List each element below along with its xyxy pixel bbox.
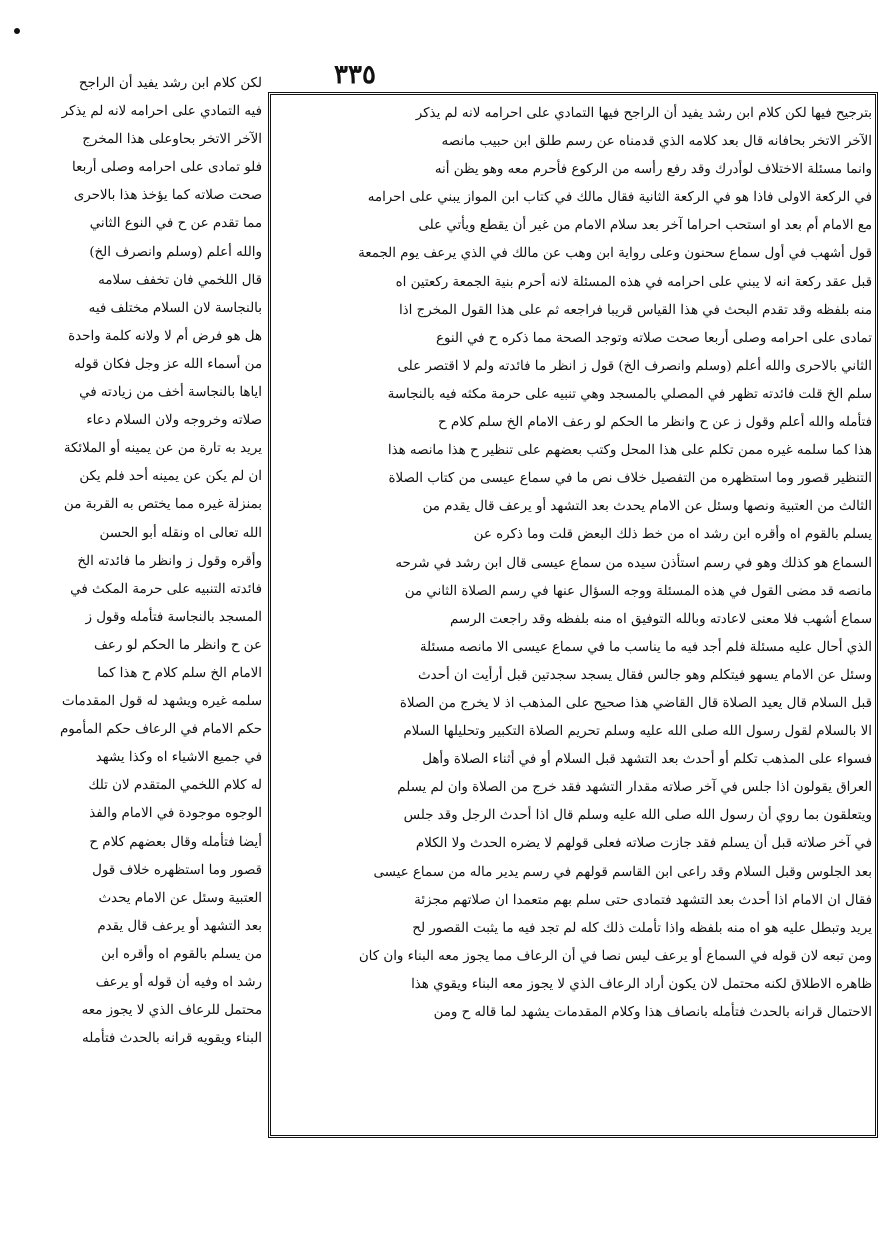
page-number: ٣٣٥ bbox=[334, 60, 376, 90]
margin-text-line: فيه التمادي على احرامه لانه لم يذكر bbox=[61, 104, 262, 120]
main-text-line: سلم الخ قلت فائدته تظهر في المصلي بالمسجد وهي تنبيه على حرمة مكثه فيه بالنجاسة bbox=[387, 386, 872, 402]
main-text-line: ظاهره الاطلاق لكنه محتمل لان يكون أراد الرعاف الذي لا يجوز معه البناء ويقوي هذا bbox=[411, 976, 872, 992]
main-text-line: قول أشهب في أول سماع سحنون وعلى رواية ابن وهب عن مالك في الذي يرعف يوم الجمعة bbox=[358, 246, 872, 262]
margin-text-line: قال اللخمي فان تخفف سلامه bbox=[98, 272, 262, 288]
main-text-line: الثالث من العتبية ونصها وسئل عن الامام يحدث بعد التشهد أو يرعف قال يقدم من bbox=[422, 499, 872, 515]
main-text-line: يسلم بالقوم اه وأقره ابن رشد اه من خط ذلك البعض قلت وما ذكره عن bbox=[473, 527, 872, 543]
main-text-line: قبل السلام قال يعيد الصلاة قال القاضي هذا صحيح على المذهب اذ لا يخرج من الصلاة bbox=[399, 695, 872, 711]
margin-text-line: الوجوه موجودة في الامام والفذ bbox=[89, 806, 262, 822]
margin-text-line: وأقره وقول ز وانظر ما فائدته الخ bbox=[77, 553, 262, 569]
margin-text-line: هل هو فرض أم لا ولانه كلمة واحدة bbox=[68, 328, 262, 344]
main-text-line: فقال ان الامام اذا أحدث بعد التشهد فتمادى حتى سلم بهم متعمدا ان صلاتهم مجزئة bbox=[414, 892, 872, 908]
main-text-line: الآخر الاتخر بحافانه قال بعد كلامه الذي قدمناه عن رسم طلق ابن حبيب مانصه bbox=[441, 134, 872, 150]
margin-text-line: صحت صلاته كما يؤخذ هذا بالاحرى bbox=[73, 188, 262, 204]
main-text-line: وانما مسئلة الاختلاف لوأدرك وقد رفع رأسه من الركوع فأحرم معه وهو يظن أنه bbox=[434, 162, 872, 178]
margin-text-line: الآخر الاتخر بحاوعلى هذا المخرج bbox=[82, 132, 262, 148]
main-text-line: السماع هو كذلك وهو في رسم استأذن سيده من سماع عيسى قال ابن رشد في شرحه bbox=[395, 555, 872, 571]
margin-text-line: أيضا فتأمله وقال بعضهم كلام ح bbox=[89, 834, 262, 850]
main-text-line: سماع أشهب فلا معنى لاعادته وبالله التوفيق اه منه بلفظه وقد راجعت الرسم bbox=[449, 611, 872, 627]
main-text-line: بترجيح فيها لكن كلام ابن رشد يفيد أن الراجح فيها التمادي على احرامه لانه لم يذكر bbox=[415, 106, 872, 121]
margin-text-line: الامام الخ سلم كلام ح هذا كما bbox=[97, 665, 262, 681]
main-text-line: في الركعة الاولى فاذا هو في الركعة الثانية فقال مالك في كتاب ابن المواز يبني على احرامه bbox=[367, 190, 872, 206]
margin-text-line: ان لم يكن عن يمينه أحد فلم يكن bbox=[79, 469, 262, 485]
margin-text-line: بعد التشهد أو يرعف قال يقدم bbox=[97, 918, 262, 934]
main-text-line: في آخر صلاته قبل أن يسلم فقد جازت صلاته فعلى قولهم لا يضره الحدث ولا الكلام bbox=[415, 836, 872, 852]
main-text-line: الثاني بالاحرى والله أعلم (وسلم وانصرف الخ) قول ز انظر ما فائدته ولم لا اقتصر على bbox=[397, 358, 872, 374]
main-text-line: تمادى على احرامه وصلى أربعا صحت صلاته وتوجد الصحة مما ذكره ح في النوع bbox=[435, 330, 872, 346]
main-text-line: الا بالسلام لقول رسول الله صلى الله عليه وسلم تحريم الصلاة التكبير وتحليلها السلام bbox=[403, 724, 872, 740]
main-text-block bbox=[278, 100, 872, 1130]
margin-text-line: حكم الامام في الرعاف حكم المأموم bbox=[59, 722, 262, 738]
main-text-line: الذي أحال عليه مسئلة فلم أجد فيه ما يناسب ما في سماع عيسى الا مانصه مسئلة bbox=[419, 639, 872, 655]
main-text-line: هذا كما سلمه غيره ممن تكلم على هذا المحل وكتب بعضهم على تنظير ح هذا مانصه هذا bbox=[387, 443, 872, 459]
margin-text-line: اياها بالنجاسة أخف من زيادته في bbox=[79, 385, 262, 401]
margin-commentary-block bbox=[32, 70, 262, 1150]
main-text-line: بعد الجلوس وقبل السلام وقد راعى ابن القاسم قولهم في رسم يدير ماله من سماع عيسى bbox=[373, 864, 872, 880]
margin-text-line: له كلام اللخمي المتقدم لان تلك bbox=[88, 778, 262, 794]
margin-text-line: يريد به تارة من عن يمينه أو الملائكة bbox=[63, 441, 262, 457]
margin-text-line: العتبية وسئل عن الامام يحدث bbox=[98, 890, 262, 906]
margin-text-line: عن ح وانظر ما الحكم لو رعف bbox=[94, 637, 262, 653]
margin-text-line: رشد اه وفيه أن قوله أو يرعف bbox=[95, 975, 262, 990]
margin-text-line: مما تقدم عن ح في النوع الثاني bbox=[89, 216, 262, 232]
margin-text-line: فلو تمادى على احرامه وصلى أربعا bbox=[72, 160, 262, 176]
margin-text-line: من يسلم بالقوم اه وأقره ابن bbox=[101, 946, 262, 962]
main-text-line: الاحتمال قرانه بالحدث فتأمله بانصاف هذا وكلام المقدمات يشهد لما قاله ح ومن bbox=[433, 1005, 872, 1020]
main-text-line: ومن تبعه لان قوله في السماع أو يرعف ليس نصا في أن الرعاف مما يجوز معه البناء وان كان bbox=[358, 948, 872, 964]
margin-text-line: بمنزلة غيره مما يختص به القربة من bbox=[63, 497, 262, 513]
margin-text-line: من أسماء الله عز وجل فكان قوله bbox=[74, 356, 262, 372]
corner-dot bbox=[14, 28, 20, 34]
margin-text-line: البناء ويقويه قرانه بالحدث فتأمله bbox=[82, 1031, 262, 1047]
margin-text-line: لكن كلام ابن رشد يفيد أن الراجح bbox=[78, 76, 262, 91]
main-text-line: قبل عقد ركعة انه لا يبني على احرامه في هذه المسئلة لانه أحرم بنية الجمعة ركعتين اه bbox=[395, 274, 872, 290]
margin-text-line: سلمه غيره ويشهد له قول المقدمات bbox=[61, 694, 262, 710]
main-text-line: فتأمله والله أعلم وقول ز عن ح وانظر ما الحكم لو رعف الامام الخ سلم كلام ح bbox=[438, 415, 872, 431]
margin-text-line: فائدته التنبيه على حرمة المكث في bbox=[70, 581, 262, 597]
main-text-line: وسئل عن الامام يسهو فيتكلم وهو جالس فقال يسجد سجدتين قبل أرأيت ان أحدث bbox=[418, 667, 872, 683]
main-text-line: فسواء على المذهب تكلم أو أحدث بعد التشهد قبل السلام أو في أثناء الصلاة وأهل bbox=[422, 752, 872, 768]
margin-text-line: المسجد بالنجاسة فتأمله وقول ز bbox=[85, 609, 262, 625]
main-text-line: مع الامام أم بعد او استحب احراما آخر بعد سلام الامام من غير أن يقطع ويأتي على bbox=[418, 218, 872, 234]
margin-text-line: الله تعالى اه ونقله أبو الحسن bbox=[99, 525, 262, 541]
margin-text-line: بالنجاسة لان السلام مختلف فيه bbox=[88, 300, 262, 316]
main-text-line: مانصه قد مضى القول في هذه المسئلة ووجه السؤال عنها في رسم الصلاة الثاني من bbox=[404, 583, 872, 599]
main-text-line: يريد وتبطل عليه هو اه منه بلفظه واذا تأملت ذلك كله لم تجد فيه ما يثبت القصور لح bbox=[412, 920, 872, 936]
main-text-line: التنظير قصور وما استظهره من التفصيل خلاف نص ما في سماع عيسى من كتاب الصلاة bbox=[388, 471, 872, 487]
main-text-line: العراق يقولون اذا جلس في آخر صلاته مقدار التشهد فقد خرج من الصلاة وان لم يسلم bbox=[397, 780, 872, 796]
margin-text-line: محتمل للرعاف الذي لا يجوز معه bbox=[81, 1003, 262, 1019]
main-text-line: منه بلفظه وقد تقدم البحث في هذا القياس قريبا فراجعه ثم على هذا القول المخرج اذا bbox=[398, 302, 872, 318]
margin-text-line: قصور وما استظهره خلاف قول bbox=[92, 862, 262, 878]
margin-text-line: والله أعلم (وسلم وانصرف الخ) bbox=[89, 244, 262, 260]
margin-text-line: صلاته وخروجه ولان السلام دعاء bbox=[86, 413, 262, 429]
margin-text-line: في جميع الاشياء اه وكذا يشهد bbox=[95, 750, 262, 766]
main-text-line: ويتعلقون بما روي أن رسول الله صلى الله عليه وسلم قال اذا أحدث الرجل وقد جلس bbox=[403, 808, 872, 824]
